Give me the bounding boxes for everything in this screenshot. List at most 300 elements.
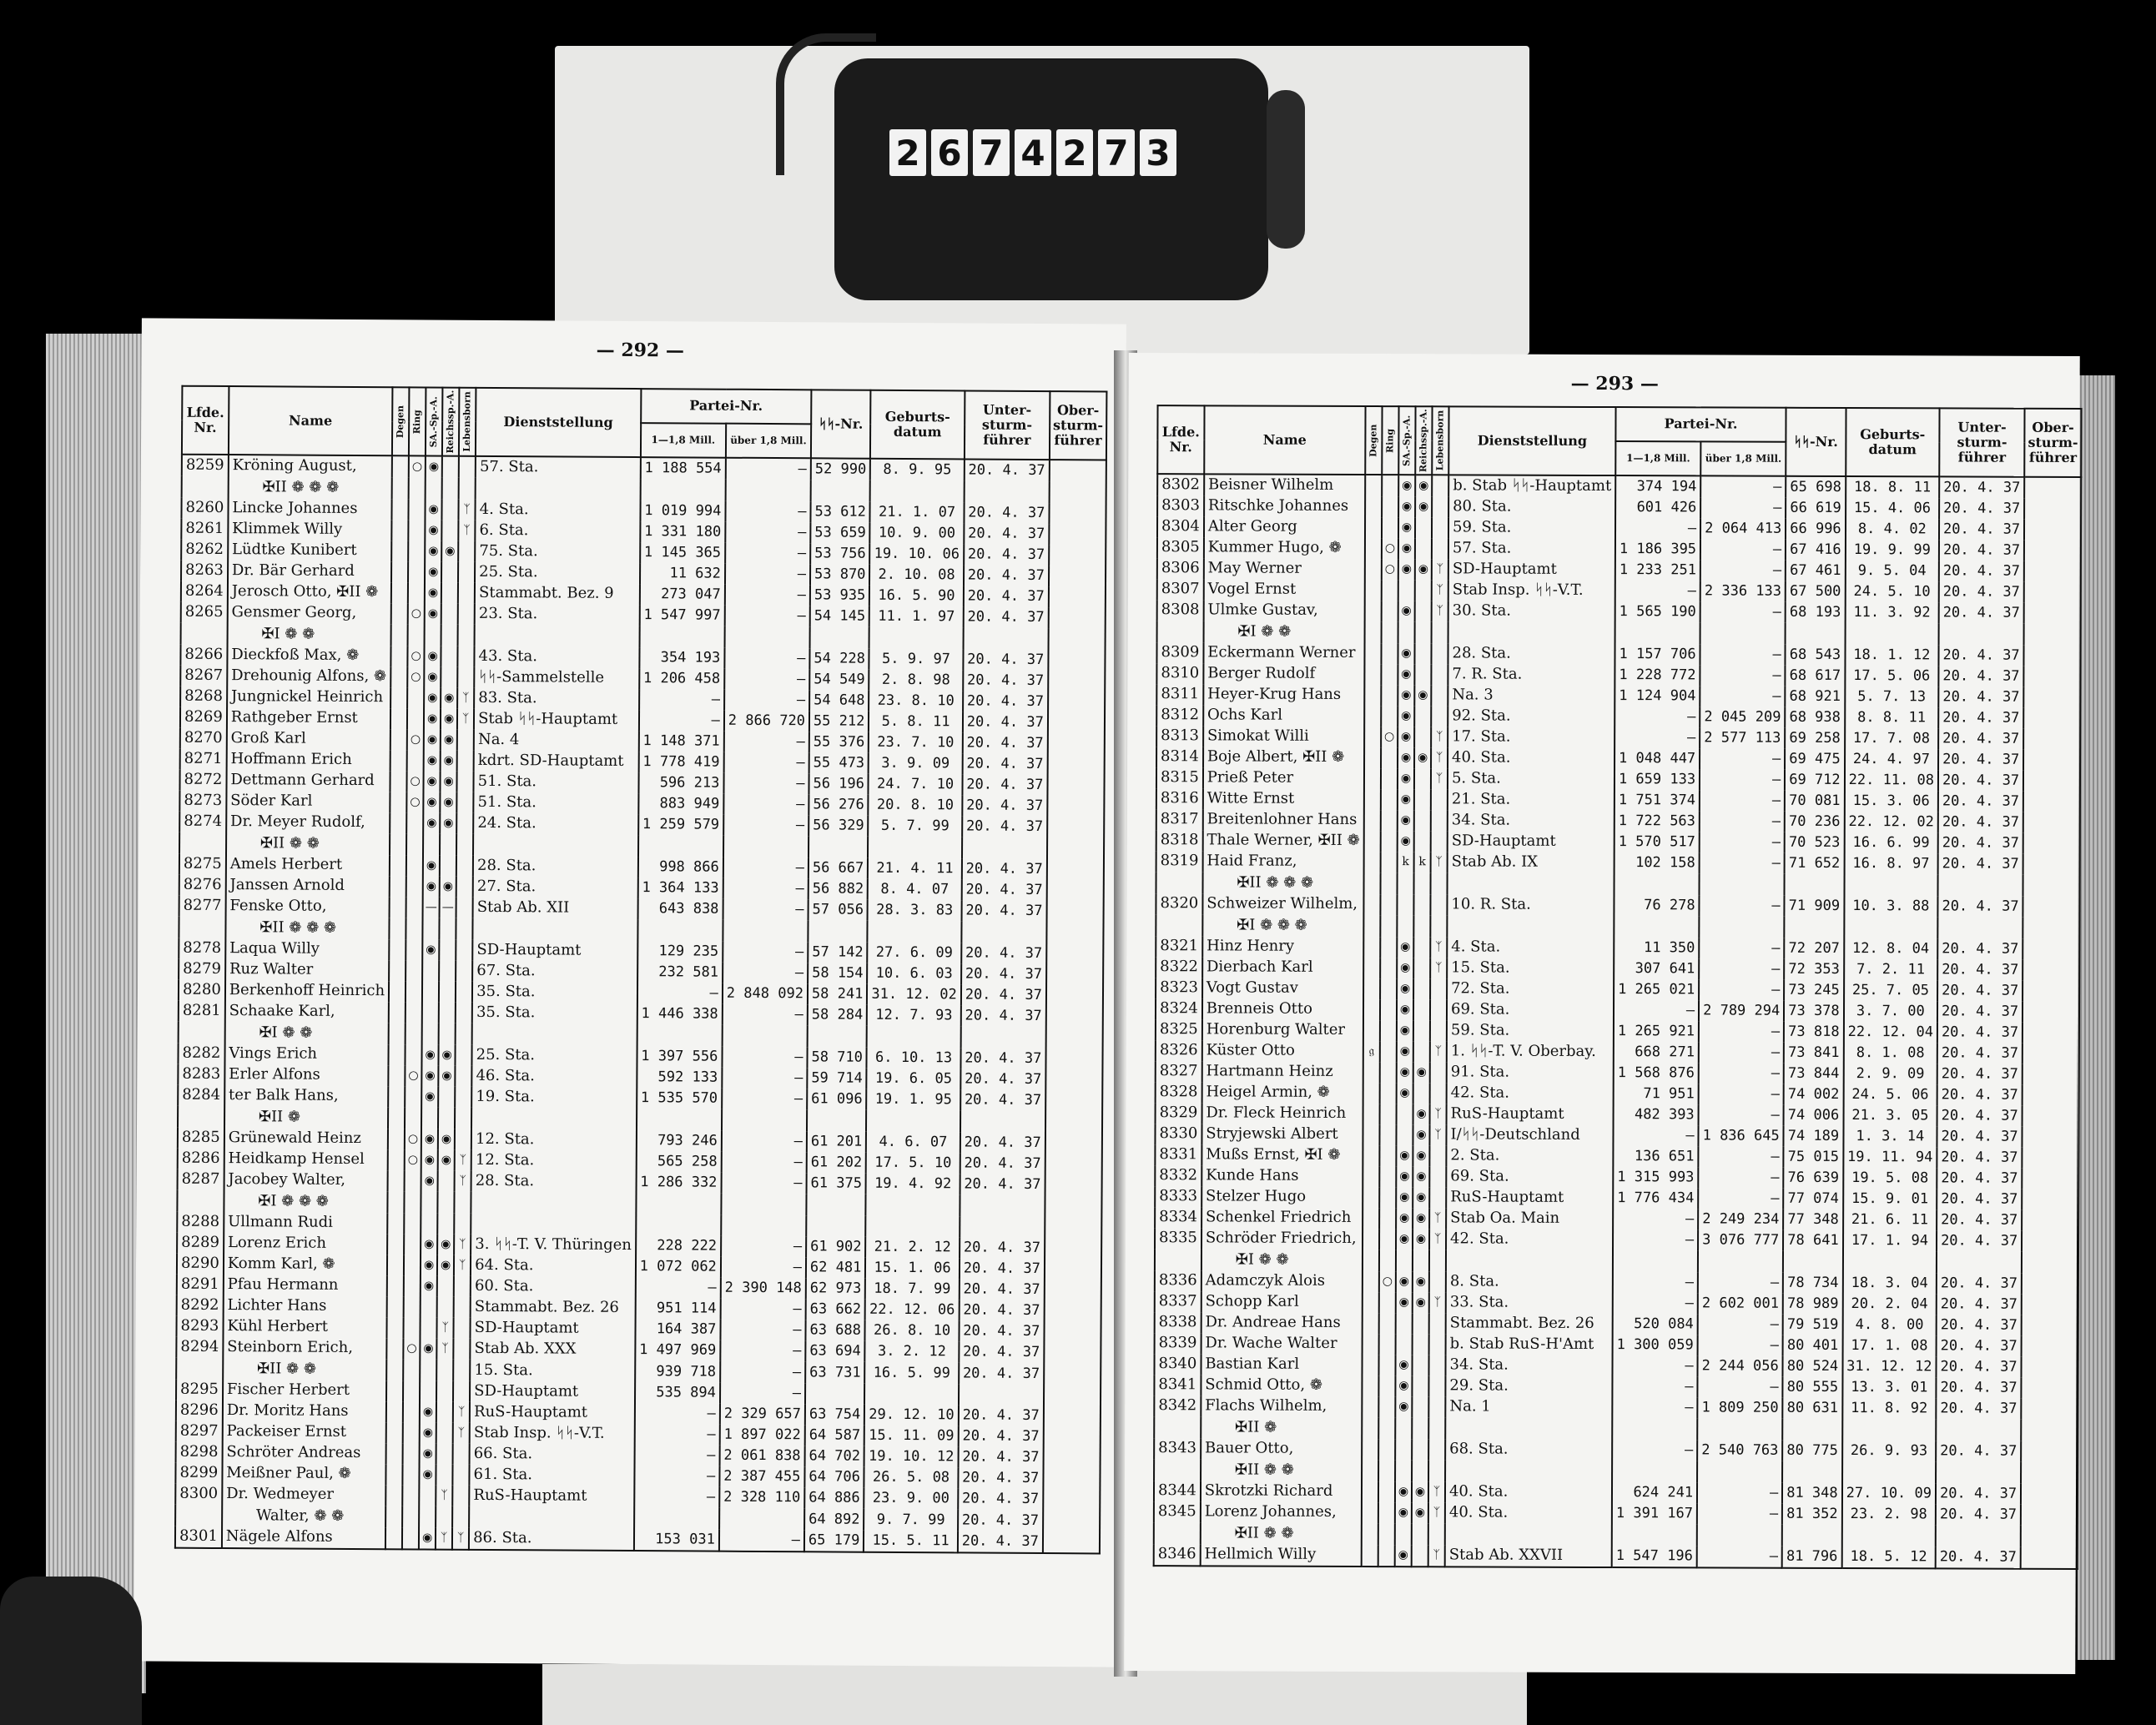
sa-sport-mark: ◉: [421, 1255, 437, 1275]
partei-nr-a: —: [1612, 1355, 1697, 1376]
birth-date: 19. 10. 06: [870, 544, 965, 566]
reichssport-mark: ◉: [1413, 1229, 1429, 1250]
row-number: 8278: [179, 938, 225, 959]
lebensborn-mark: [1428, 1396, 1445, 1417]
degen-mark: [390, 687, 407, 708]
table-row: [1155, 1124, 2078, 1148]
ss-nr: 56 667: [808, 857, 869, 878]
row-number: 8290: [177, 1254, 224, 1275]
dienststellung: [469, 1506, 634, 1529]
ss-nr: 63 688: [805, 1320, 865, 1340]
sa-sport-mark: [419, 1485, 436, 1506]
row-number: 8271: [180, 749, 227, 770]
sa-sport-mark: ◉: [1398, 810, 1414, 831]
row-number: 8303: [1157, 495, 1204, 516]
member-name: Vogt Gustav: [1202, 978, 1363, 999]
partei-nr-b: —: [722, 1047, 807, 1069]
table-row: [1156, 705, 2080, 729]
member-name: Dr. Andreae Hans: [1201, 1312, 1362, 1334]
sa-sport-mark: ◉: [1395, 1481, 1412, 1502]
ss-nr: 70 523: [1785, 832, 1845, 853]
roster-table-right: [1153, 405, 2083, 1570]
col-sa-sp: SA.-Sp.-A.: [426, 387, 442, 455]
untersturmfuehrer-date: 20. 4. 37: [1937, 1064, 2023, 1084]
ss-nr: [805, 1383, 865, 1404]
dienststellung: SD-Hauptamt: [470, 1381, 635, 1403]
ss-nr: 56 276: [808, 794, 869, 815]
dienststellung: RuS-Hauptamt: [1446, 1187, 1613, 1209]
birth-date: 2. 10. 08: [869, 565, 964, 586]
partei-nr-a: 1 145 365: [640, 542, 725, 564]
member-name: Lincke Johannes: [228, 498, 391, 520]
row-number: 8265: [181, 602, 228, 623]
member-name: Janssen Arnold: [226, 875, 390, 897]
partei-nr-b: —: [723, 963, 808, 984]
degen-mark: [392, 455, 409, 477]
birth-date: 10. 9. 00: [870, 523, 965, 545]
degen-mark: [1363, 1020, 1380, 1041]
sa-sport-mark: ◉: [1396, 1292, 1413, 1313]
lebensborn-mark: [1428, 1375, 1445, 1396]
ss-nr: 68 921: [1786, 686, 1846, 707]
lebensborn-mark: [1428, 1460, 1445, 1481]
lebensborn-mark: [452, 1506, 469, 1528]
reichssport-mark: [1413, 937, 1430, 958]
ring-mark: [403, 1422, 420, 1443]
birth-date: 15. 1. 06: [865, 1258, 960, 1280]
untersturmfuehrer-date: 20. 4. 37: [959, 1341, 1044, 1363]
row-number: 8277: [179, 896, 226, 917]
col-ring: Ring: [409, 387, 426, 455]
lebensborn-mark: [1431, 831, 1448, 852]
reichssport-mark: ◉: [440, 876, 456, 897]
sa-sport-mark: ◉: [424, 687, 441, 708]
dienststellung: 27. Sta.: [473, 877, 638, 898]
birth-date: 15. 9. 01: [1843, 1189, 1937, 1210]
sa-sport-mark: ◉: [1396, 1187, 1413, 1208]
partei-nr-a: [634, 1507, 719, 1530]
row-number: 8305: [1157, 537, 1204, 558]
untersturmfuehrer-date: 20. 4. 37: [1937, 1147, 2022, 1168]
partei-nr-a: —: [1614, 727, 1700, 748]
reichssport-mark: —: [440, 897, 456, 918]
table-row: [1155, 1207, 2078, 1231]
birth-date: [1844, 874, 1937, 896]
obersturmfuehrer-date: [1043, 1531, 1100, 1553]
member-name: Flachs Wilhelm,: [1201, 1396, 1362, 1417]
partei-nr-a: 601 426: [1615, 497, 1700, 518]
row-number: 8267: [180, 666, 227, 686]
member-name: Grünewald Heinz: [224, 1128, 388, 1149]
birth-date: 26. 5. 08: [864, 1467, 959, 1489]
member-name: Schaake Karl,: [225, 1001, 389, 1023]
ss-nr: 78 641: [1783, 1230, 1843, 1251]
ring-mark: [403, 1443, 420, 1464]
dienststellung: 28. Sta.: [473, 856, 638, 878]
row-number: 8286: [178, 1149, 224, 1169]
row-number: [1154, 1459, 1201, 1481]
untersturmfuehrer-date: 20. 4. 37: [1937, 1001, 2023, 1022]
dienststellung: 15. Sta.: [470, 1360, 635, 1382]
sa-sport-mark: [420, 1381, 436, 1401]
partei-nr-b: 2 064 413: [1700, 518, 1786, 539]
counter-digit: 6: [931, 129, 968, 176]
ss-nr: 55 212: [809, 711, 869, 732]
row-number: [179, 832, 226, 854]
ss-nr: [1785, 874, 1845, 896]
col-lebensborn: Lebensborn: [459, 388, 476, 456]
partei-nr-b: 2 045 209: [1700, 707, 1785, 727]
member-name: Beisner Wilhelm: [1204, 474, 1365, 496]
birth-date: 16. 5. 90: [869, 586, 964, 607]
obersturmfuehrer-date: [2021, 1526, 2078, 1547]
sa-sport-mark: ◉: [420, 1443, 436, 1464]
reichssport-mark: [1415, 517, 1432, 538]
member-name: Berkenhoff Heinrich: [225, 980, 389, 1002]
row-number: 8343: [1154, 1438, 1201, 1459]
ss-nr: 66 619: [1786, 498, 1846, 519]
ring-mark: [1378, 1375, 1395, 1396]
ring-mark: [1379, 1187, 1396, 1208]
col-ss-nr: ᛋᛋ-Nr.: [1786, 408, 1846, 476]
ring-mark: [408, 624, 425, 646]
partei-nr-b: —: [1700, 686, 1785, 707]
untersturmfuehrer-date: 20. 4. 37: [1937, 1189, 2022, 1210]
partei-nr-a: [1615, 622, 1700, 644]
member-name: ✠II ❁ ❁: [1201, 1522, 1362, 1545]
partei-nr-a: 1 072 062: [636, 1256, 721, 1278]
dienststellung: 57. Sta.: [476, 456, 641, 479]
untersturmfuehrer-date: [961, 921, 1046, 943]
birth-date: 21. 4. 11: [868, 858, 962, 880]
birth-date: 19. 1. 95: [867, 1089, 961, 1111]
lebensborn-mark: ᛉ: [459, 500, 476, 521]
partei-nr-a: —: [1612, 1397, 1697, 1418]
ring-mark: [403, 1464, 420, 1485]
degen-mark: [385, 1527, 402, 1549]
degen-mark: [1363, 937, 1380, 958]
untersturmfuehrer-date: 20. 4. 37: [958, 1467, 1043, 1489]
table-row: [1156, 830, 2080, 854]
sa-sport-mark: ◉: [419, 1527, 436, 1549]
dienststellung: 29. Sta.: [1445, 1375, 1612, 1397]
degen-mark: [1363, 1104, 1380, 1124]
ss-nr: 74 002: [1784, 1084, 1844, 1105]
untersturmfuehrer-date: 20. 4. 37: [1939, 519, 2024, 540]
lebensborn-mark: [1431, 810, 1448, 831]
ring-mark: [405, 1107, 421, 1129]
degen-mark: [387, 1275, 404, 1296]
table-row: [1154, 1375, 2078, 1399]
partei-nr-a: 1 157 706: [1614, 644, 1700, 665]
degen-mark: [388, 1129, 405, 1149]
partei-nr-b: [722, 1025, 807, 1048]
sa-sport-mark: [422, 1002, 439, 1023]
lebensborn-mark: [456, 1023, 472, 1045]
sa-sport-mark: ◉: [1397, 1020, 1413, 1041]
lebensborn-mark: [457, 667, 474, 688]
member-name: ✠II ❁ ❁: [1201, 1459, 1362, 1481]
untersturmfuehrer-date: 20. 4. 37: [1937, 1022, 2023, 1043]
untersturmfuehrer-date: [1937, 1251, 2022, 1273]
sa-sport-mark: [421, 1107, 438, 1129]
dienststellung: 1. ᛋᛋ-T. V. Oberbay.: [1447, 1041, 1614, 1063]
dienststellung: SD-Hauptamt: [1448, 831, 1614, 852]
partei-nr-b: 2 336 133: [1700, 581, 1786, 601]
partei-nr-a: 520 084: [1613, 1314, 1698, 1335]
dienststellung: 42. Sta.: [1447, 1083, 1614, 1104]
dienststellung: [476, 478, 641, 500]
sa-sport-mark: ◉: [421, 1170, 438, 1191]
obersturmfuehrer-date: [2023, 897, 2080, 918]
obersturmfuehrer-date: [2023, 833, 2080, 854]
member-name: Lichter Hans: [223, 1295, 386, 1317]
sa-sport-mark: [423, 918, 440, 939]
partei-nr-a: 1 570 517: [1614, 832, 1700, 852]
member-name: Breitenlohner Hans: [1203, 809, 1364, 831]
member-name: Ulmke Gustav,: [1203, 600, 1364, 621]
ring-mark: [406, 918, 423, 939]
lebensborn-mark: [1428, 1355, 1445, 1375]
partei-nr-a: —: [634, 1445, 719, 1466]
reichssport-mark: [437, 1213, 454, 1234]
member-name: ter Balk Hans,: [224, 1085, 388, 1107]
untersturmfuehrer-date: 20. 4. 37: [1938, 645, 2023, 666]
untersturmfuehrer-date: 20. 4. 37: [1937, 1294, 2022, 1315]
ss-nr: 64 892: [804, 1508, 864, 1530]
row-number: [182, 476, 229, 498]
row-number: 8289: [177, 1233, 224, 1254]
member-name: Jungnickel Heinrich: [227, 686, 390, 708]
obersturmfuehrer-date: [1049, 607, 1106, 628]
dienststellung: [473, 918, 638, 941]
row-number: 8273: [179, 791, 226, 812]
untersturmfuehrer-date: 20. 4. 37: [964, 544, 1049, 566]
ss-nr: 78 989: [1783, 1294, 1843, 1315]
ring-mark: [1378, 1481, 1395, 1502]
birth-date: 21. 2. 12: [865, 1237, 960, 1259]
col-degen: Degen: [1365, 406, 1382, 475]
reichssport-mark: [1412, 1355, 1428, 1375]
ss-nr: 80 401: [1783, 1335, 1843, 1356]
degen-mark: [389, 1044, 406, 1065]
partei-nr-a: —: [1612, 1440, 1697, 1461]
birth-date: 19. 6. 05: [867, 1069, 961, 1090]
sa-sport-mark: ◉: [1397, 978, 1413, 999]
row-number: 8309: [1156, 642, 1203, 663]
sa-sport-mark: ◉: [425, 561, 441, 582]
counter-digit: 2: [1056, 129, 1093, 176]
untersturmfuehrer-date: 20. 4. 37: [1937, 959, 2023, 980]
ss-nr: 53 870: [810, 564, 870, 585]
untersturmfuehrer-date: [964, 480, 1049, 503]
partei-nr-b: [723, 836, 808, 858]
untersturmfuehrer-date: 20. 4. 37: [1937, 1315, 2022, 1335]
table-row: [1155, 1249, 2078, 1274]
ring-mark: [1379, 1166, 1396, 1187]
untersturmfuehrer-date: 20. 4. 37: [962, 795, 1047, 817]
partei-nr-a: 1 265 921: [1614, 1021, 1699, 1042]
ss-nr: [1782, 1461, 1842, 1483]
partei-nr-a: 939 718: [635, 1360, 720, 1383]
ring-mark: [404, 1234, 421, 1255]
partei-nr-b: —: [1699, 1063, 1784, 1084]
table-row: [1155, 1228, 2078, 1252]
partei-nr-b: —: [1698, 1167, 1783, 1188]
table-row: [1157, 600, 2081, 624]
birth-date: [867, 1026, 961, 1049]
ring-mark: [1378, 1460, 1395, 1481]
row-number: 8313: [1156, 726, 1203, 747]
untersturmfuehrer-date: 20. 4. 37: [959, 1320, 1044, 1342]
reichssport-mark: ◉: [1412, 1502, 1428, 1523]
birth-date: [866, 1110, 960, 1133]
sa-sport-mark: [426, 477, 442, 499]
reichssport-mark: ◉: [440, 792, 456, 812]
obersturmfuehrer-date: [2023, 1064, 2079, 1085]
col-dienststellung: Dienststellung: [476, 388, 641, 457]
ss-nr: 57 056: [808, 899, 869, 920]
row-number: 8321: [1156, 936, 1202, 957]
dienststellung: [473, 834, 638, 857]
ss-nr: 52 990: [811, 458, 871, 480]
row-number: [181, 623, 228, 645]
table-row: [1155, 1165, 2078, 1189]
dienststellung: 25. Sta.: [472, 1045, 637, 1067]
member-name: ✠I ❁ ❁: [224, 1022, 388, 1044]
member-name: Meißner Paul, ❁: [222, 1463, 385, 1485]
ring-mark: [1382, 496, 1398, 517]
partei-nr-b: —: [723, 857, 808, 879]
row-number: 8275: [179, 854, 226, 875]
obersturmfuehrer-date: [1046, 1006, 1103, 1027]
ring-mark: [1380, 1020, 1397, 1041]
table-row: [1157, 537, 2081, 561]
partei-nr-b: [1697, 1461, 1782, 1482]
partei-nr-b: —: [1699, 1104, 1784, 1125]
ring-mark: [1382, 601, 1398, 621]
lebensborn-mark: [1429, 1250, 1446, 1271]
row-number: 8281: [179, 1001, 225, 1022]
ss-nr: 81 796: [1782, 1546, 1842, 1568]
degen-mark: [1363, 1208, 1379, 1229]
birth-date: [1845, 623, 1938, 645]
partei-nr-b: —: [724, 669, 809, 691]
member-name: Packeiser Ernst: [223, 1421, 386, 1443]
ring-mark: ○: [409, 455, 426, 477]
untersturmfuehrer-date: 20. 4. 37: [959, 1362, 1044, 1385]
table-row: [1154, 1438, 2078, 1462]
reichssport-mark: [1414, 664, 1431, 685]
dienststellung: 40. Sta.: [1445, 1481, 1612, 1503]
member-name: Dr. Meyer Rudolf,: [226, 812, 390, 833]
member-name: Jacobey Walter,: [224, 1169, 387, 1191]
obersturmfuehrer-date: [1046, 985, 1103, 1006]
birth-date: 22. 12. 04: [1844, 1022, 1937, 1043]
ring-mark: [406, 897, 423, 918]
reichssport-mark: [442, 477, 459, 499]
ss-nr: 53 935: [810, 585, 870, 606]
obersturmfuehrer-date: [1049, 524, 1106, 545]
obersturmfuehrer-date: [1047, 796, 1104, 817]
ss-nr: 73 841: [1784, 1043, 1844, 1064]
ss-nr: 66 996: [1786, 519, 1846, 540]
ss-nr: 53 612: [810, 501, 870, 522]
birth-date: 2. 8. 98: [869, 670, 964, 692]
sa-sport-mark: ◉: [420, 1338, 436, 1359]
partei-nr-a: 153 031: [634, 1529, 719, 1551]
ring-mark: [1381, 789, 1398, 810]
row-number: 8346: [1154, 1544, 1201, 1566]
partei-nr-b: [1700, 873, 1785, 895]
reichssport-mark: ◉: [441, 687, 457, 708]
obersturmfuehrer-date: [1048, 712, 1105, 733]
partei-nr-b: —: [1698, 1376, 1783, 1397]
untersturmfuehrer-date: 20. 4. 37: [961, 900, 1046, 922]
reichssport-mark: [1413, 894, 1430, 915]
partei-nr-b: —: [723, 794, 808, 816]
member-name: Prieß Peter: [1203, 767, 1364, 789]
birth-date: 17. 5. 06: [1845, 666, 1938, 686]
lebensborn-mark: [458, 604, 475, 625]
untersturmfuehrer-date: 20. 4. 37: [1937, 1335, 2022, 1356]
partei-nr-b: —: [724, 690, 809, 712]
obersturmfuehrer-date: [2023, 729, 2080, 750]
obersturmfuehrer-date: [2022, 1336, 2078, 1357]
lebensborn-mark: ᛉ: [457, 709, 474, 730]
member-name: Simokat Willi: [1203, 726, 1364, 747]
birth-date: 19. 5. 08: [1843, 1168, 1937, 1189]
birth-date: 5. 7. 13: [1845, 686, 1938, 707]
obersturmfuehrer-date: [1049, 545, 1106, 566]
dienststellung: 4. Sta.: [476, 500, 641, 521]
reichssport-mark: [1414, 727, 1431, 747]
col-lebensborn: Lebensborn: [1432, 406, 1448, 475]
birth-date: 15. 5. 11: [864, 1531, 958, 1553]
row-number: 8316: [1156, 788, 1203, 809]
partei-nr-b: —: [1700, 601, 1786, 622]
lebensborn-mark: [1432, 538, 1448, 559]
member-name: Thale Werner, ✠II ❁: [1202, 830, 1363, 852]
obersturmfuehrer-date: [1049, 503, 1106, 524]
reichssport-mark: [1414, 706, 1431, 727]
degen-mark: [1363, 1166, 1379, 1187]
partei-nr-b: [1700, 622, 1786, 644]
obersturmfuehrer-date: [1044, 1426, 1101, 1447]
dienststellung: 10. R. Sta.: [1447, 894, 1614, 916]
untersturmfuehrer-date: 20. 4. 37: [1937, 938, 2023, 959]
ring-mark: [1381, 664, 1398, 685]
untersturmfuehrer-date: 20. 4. 37: [1937, 1273, 2022, 1294]
member-name: Dr. Wache Walter: [1201, 1333, 1362, 1355]
row-number: 8264: [181, 581, 228, 602]
col-dienststellung: Dienststellung: [1448, 406, 1615, 475]
partei-nr-a: 565 258: [636, 1151, 721, 1173]
row-number: 8266: [180, 645, 227, 666]
partei-nr-a: [637, 919, 723, 942]
reichssport-mark: ◉: [1413, 1124, 1429, 1145]
partei-nr-b: 2 244 056: [1698, 1355, 1783, 1376]
obersturmfuehrer-date: [2023, 1127, 2079, 1148]
row-number: [176, 1358, 223, 1380]
row-number: 8298: [176, 1442, 223, 1463]
row-number: 8262: [181, 540, 228, 561]
partei-nr-b: —: [1698, 1272, 1783, 1293]
birth-date: 17. 1. 08: [1842, 1335, 1936, 1356]
dienststellung: 17. Sta.: [1448, 727, 1614, 748]
lebensborn-mark: [456, 940, 472, 961]
partei-nr-a: 596 213: [638, 772, 723, 794]
